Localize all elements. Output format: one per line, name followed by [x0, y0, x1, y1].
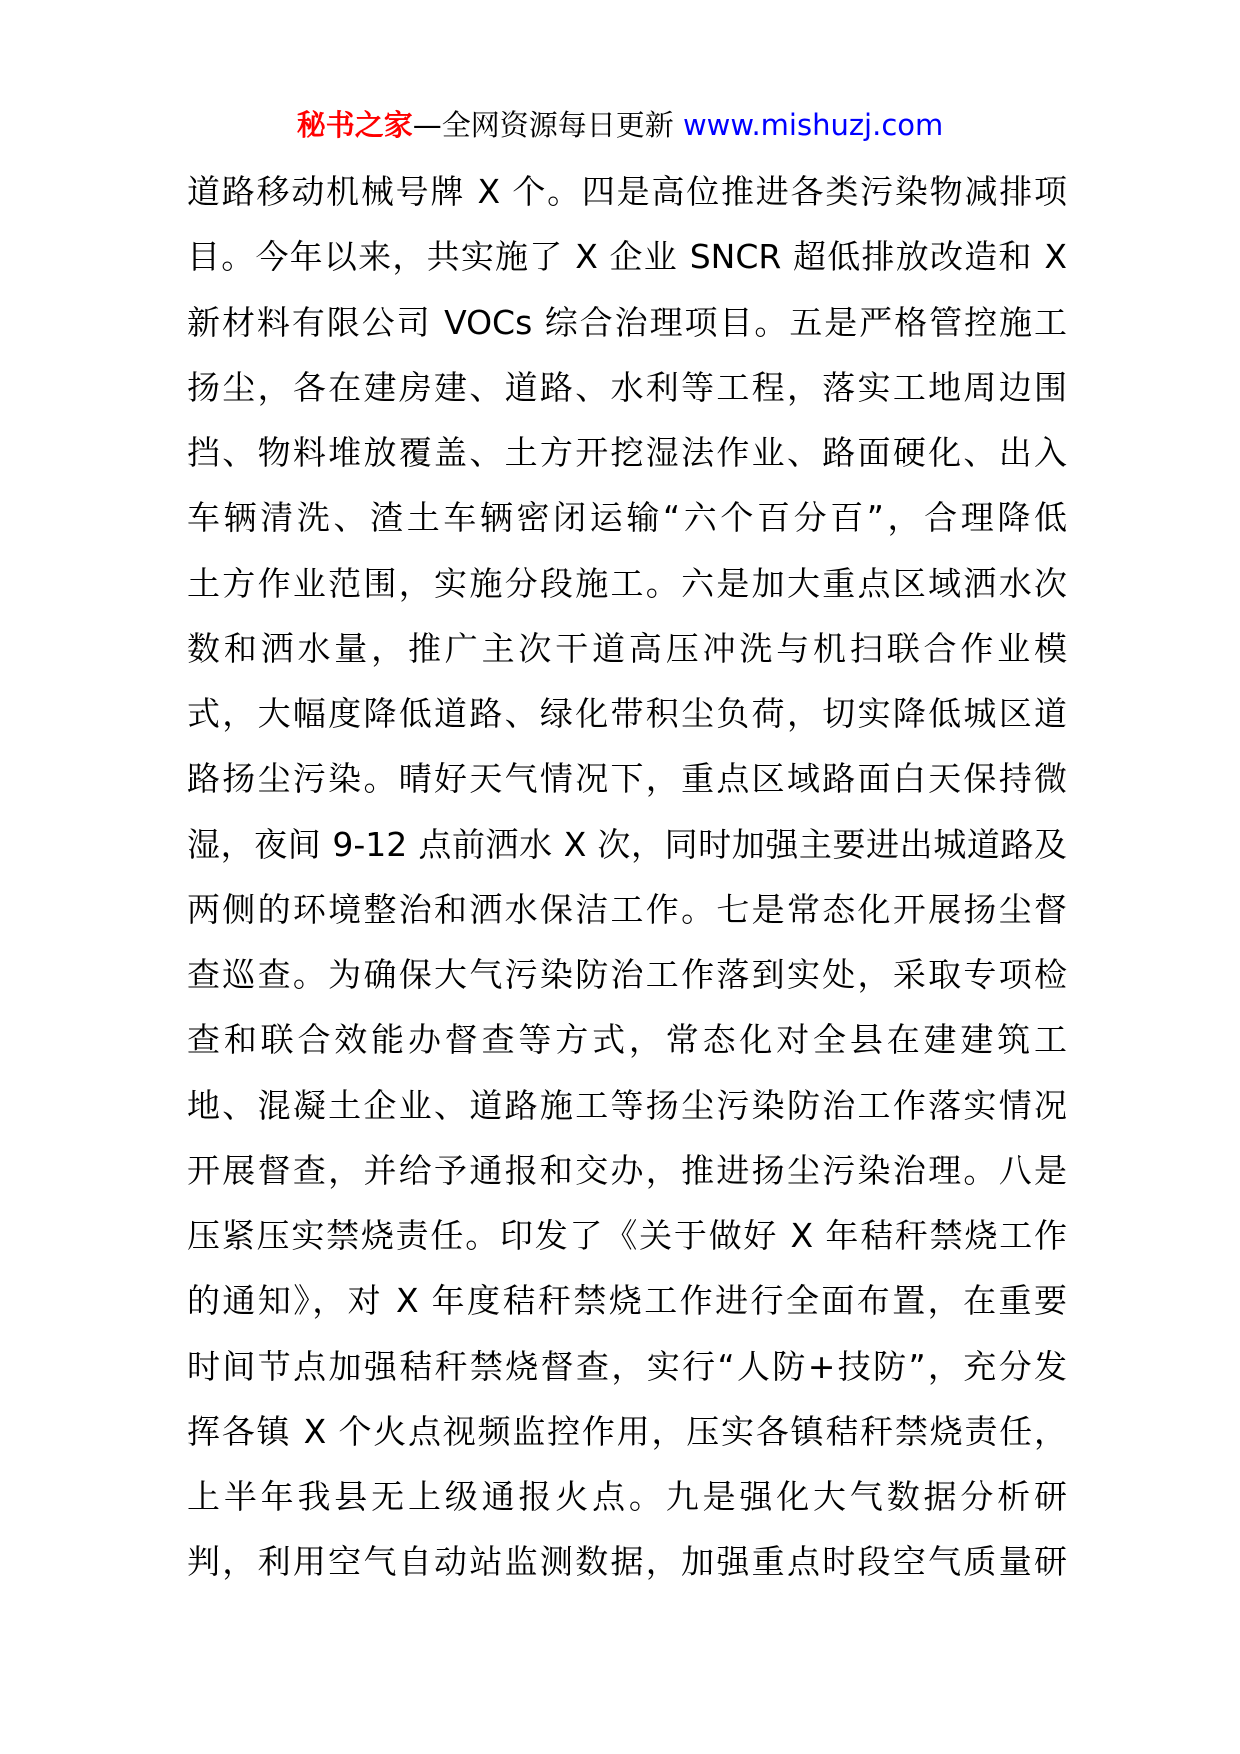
header-tagline: —全网资源每日更新	[412, 108, 683, 142]
body-line: 查和联合效能办督查等方式，常态化对全县在建建筑工	[187, 1020, 1067, 1060]
body-line: 上半年我县无上级通报火点。九是强化大气数据分析研	[187, 1477, 1067, 1516]
body-line: 扬尘，各在建房建、道路、水利等工程，落实工地周边围	[187, 367, 1067, 407]
body-line: 判，利用空气自动站监测数据，加强重点时段空气质量研	[187, 1542, 1067, 1582]
site-header	[0, 100, 1240, 150]
brand-name: 秘书之家	[296, 108, 413, 142]
body-line: 数和洒水量，推广主次干道高压冲洗与机扫联合作业模	[187, 628, 1067, 668]
body-line: 车辆清洗、渣土车辆密闭运输“六个百分百”，合理降低	[187, 498, 1067, 538]
body-line: 两侧的环境整治和洒水保洁工作。七是常态化开展扬尘督	[187, 889, 1067, 929]
body-line: 湿，夜间 9-12 点前洒水 X 次，同时加强主要进出城道路及	[187, 824, 1067, 864]
body-line: 目。今年以来，共实施了 X 企业 SNCR 超低排放改造和 X	[187, 237, 1067, 277]
body-line: 土方作业范围，实施分段施工。六是加大重点区域洒水次	[187, 563, 1067, 603]
body-line: 时间节点加强秸秆禁烧督查，实行“人防+技防”，充分发	[187, 1346, 1067, 1386]
body-line: 的通知》，对 X 年度秸秆禁烧工作进行全面布置，在重要	[187, 1281, 1067, 1321]
body-line: 查巡查。为确保大气污染防治工作落到实处，采取专项检	[187, 955, 1067, 994]
body-line: 道路移动机械号牌 X 个。四是高位推进各类污染物减排项	[187, 172, 1067, 211]
body-line: 路扬尘污染。晴好天气情况下，重点区域路面白天保持微	[187, 759, 1067, 799]
body-line: 式，大幅度降低道路、绿化带积尘负荷，切实降低城区道	[187, 694, 1067, 733]
body-line: 新材料有限公司 VOCs 综合治理项目。五是严格管控施工	[187, 302, 1067, 342]
body-line: 地、混凝土企业、道路施工等扬尘污染防治工作落实情况	[187, 1085, 1067, 1125]
site-url-link[interactable]: www.mishuzj.com	[682, 108, 944, 142]
body-line: 开展督查，并给予通报和交办，推进扬尘污染治理。八是	[187, 1150, 1067, 1190]
document-body	[187, 159, 1067, 1595]
body-line: 压紧压实禁烧责任。印发了《关于做好 X 年秸秆禁烧工作	[187, 1216, 1067, 1255]
body-line: 挥各镇 X 个火点视频监控作用，压实各镇秸秆禁烧责任，	[187, 1411, 1067, 1451]
body-line: 挡、物料堆放覆盖、土方开挖湿法作业、路面硬化、出入	[187, 433, 1067, 472]
